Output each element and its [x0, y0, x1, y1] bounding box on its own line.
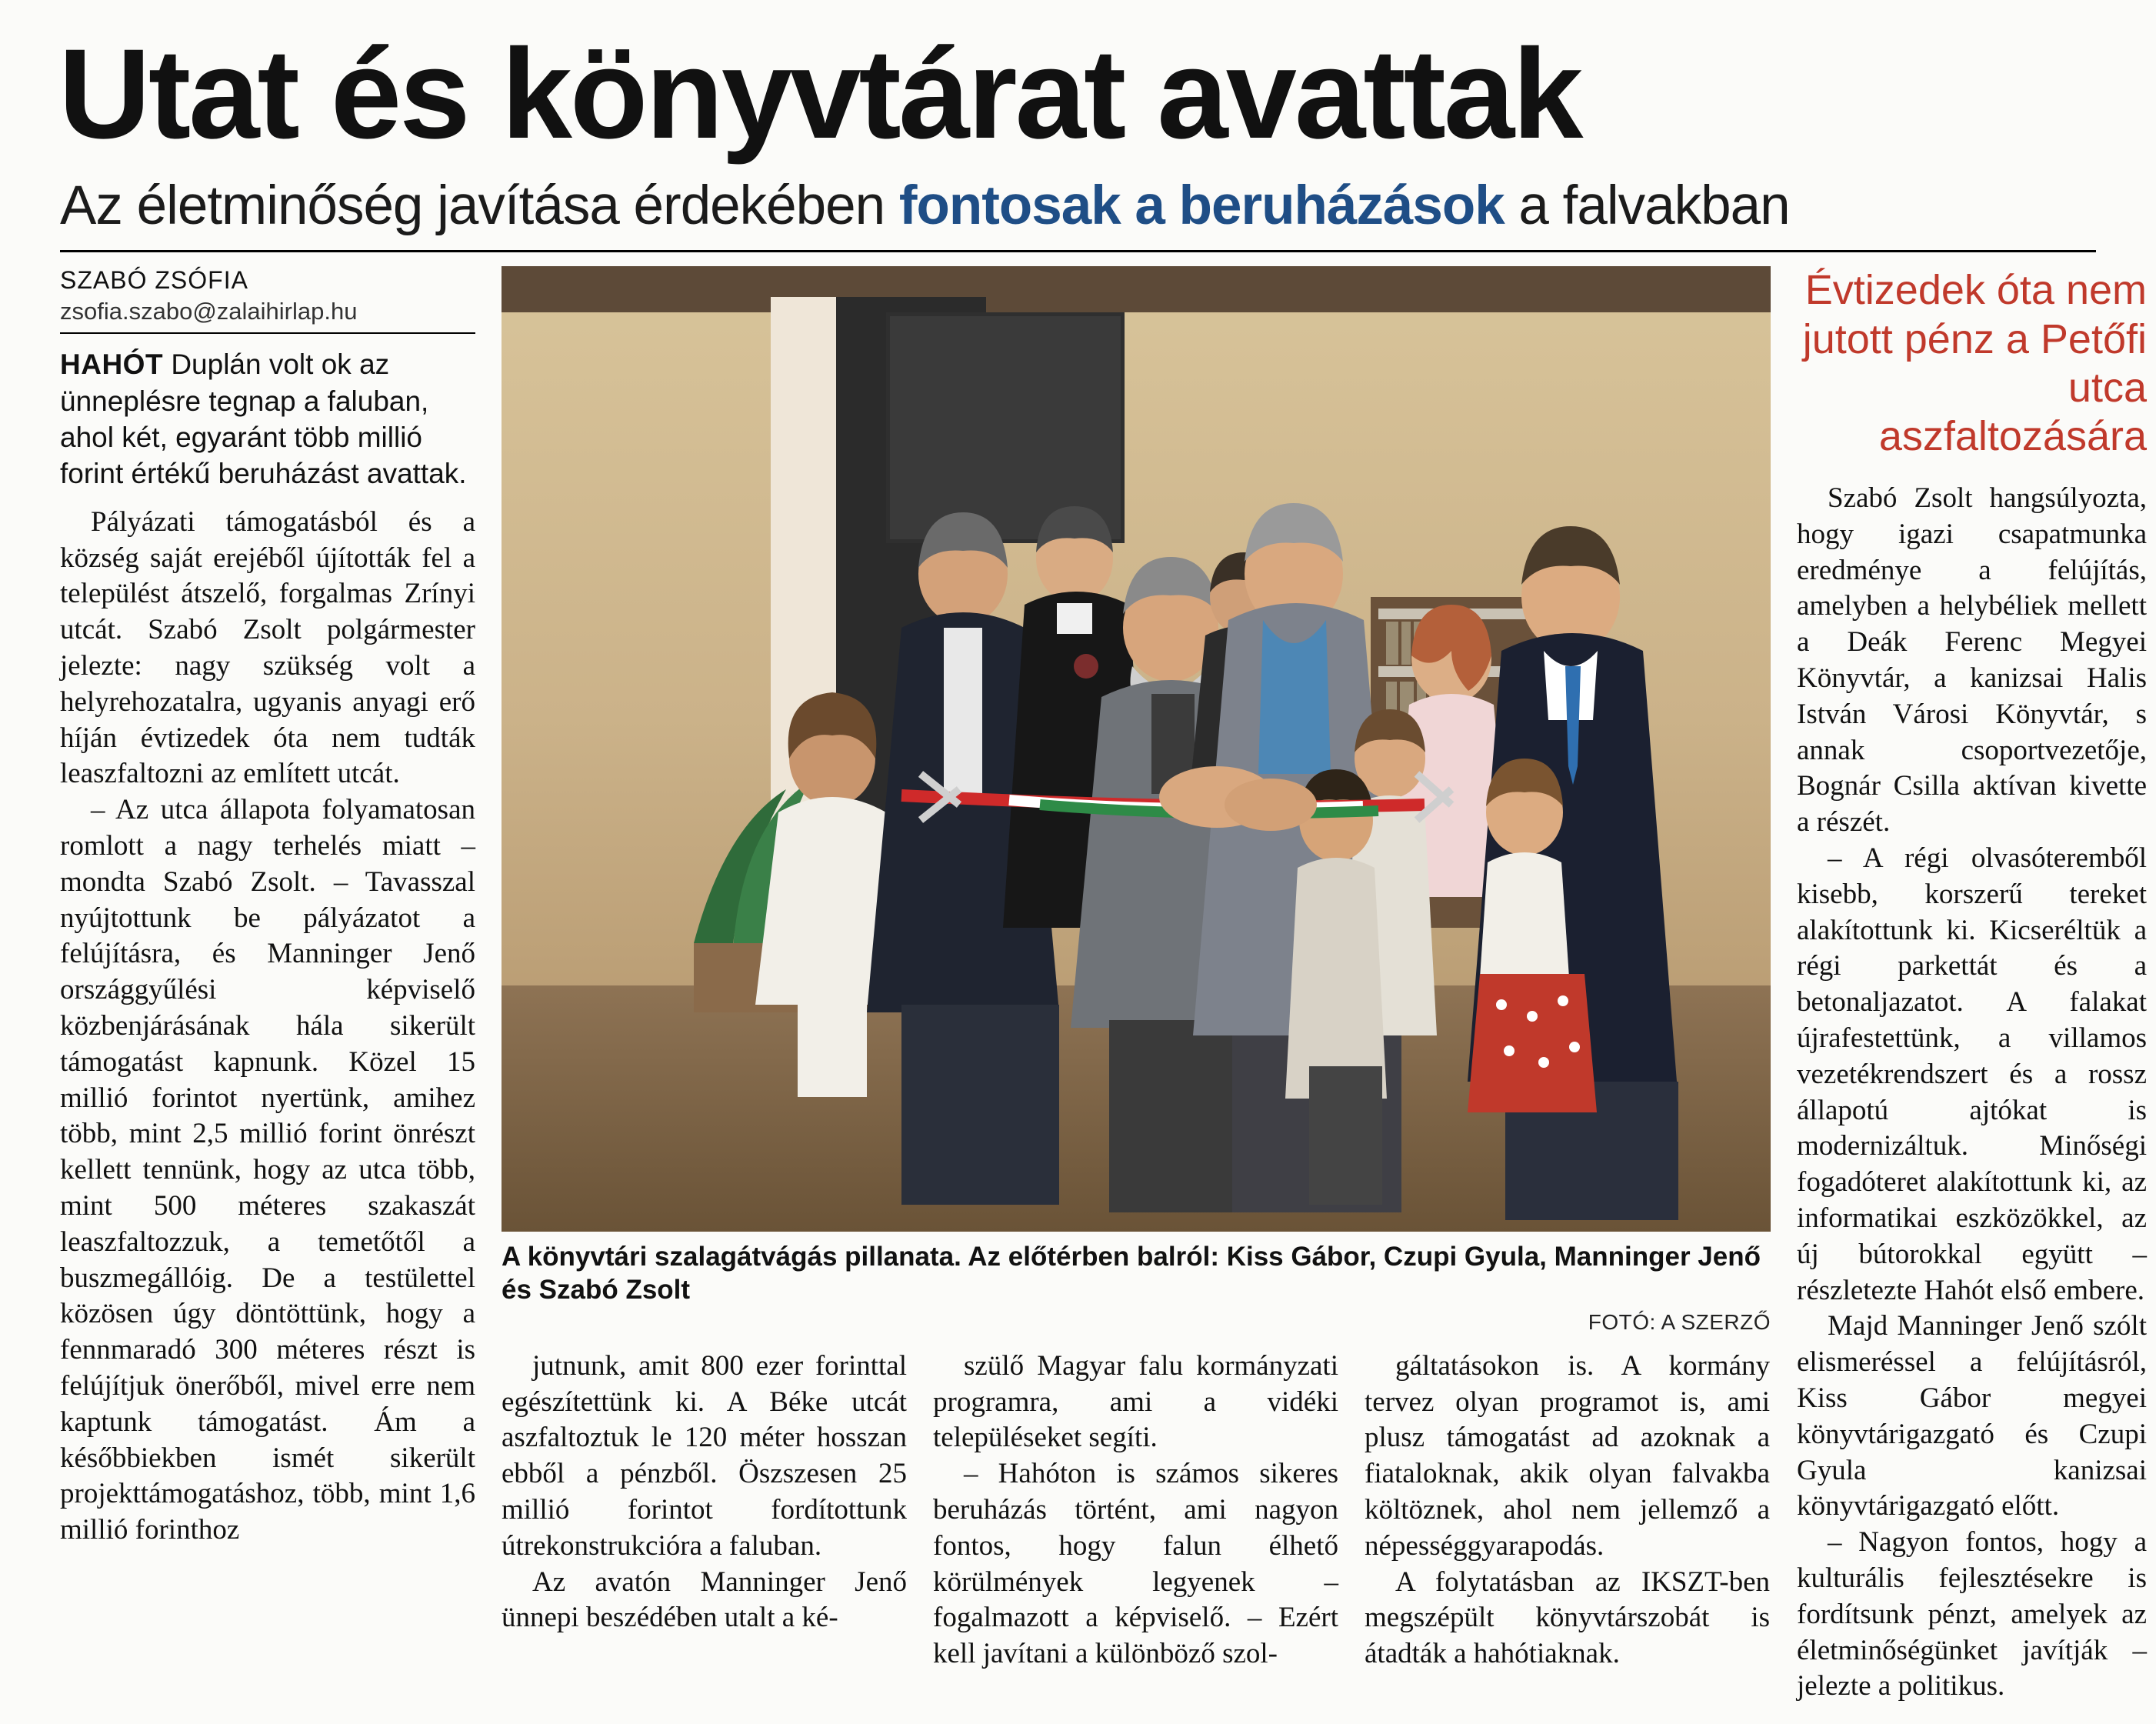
paragraph: szülő Magyar falu kormányzati programra, ami a vidéki településeket segíti.	[933, 1349, 1338, 1454]
under-photo-columns	[502, 1349, 1771, 1672]
paragraph: – Az utca állapota folyamatosan romlott a nagy terhelés miatt – mondta Szabó Zsolt. – Tavasszal nyújtottunk be pályázatot a felújításra, és Manninger Jenő országgyűlési képviselő közbenjárásának hála sikerült támogatást kapnunk. Közel 15 millió forintot nyertünk, amihez több, mint 2,5 millió forint önrészt kellett tennünk, hogy az utca több, mint 500 méteres szakaszát leaszfaltozzuk, a temetőtől a buszmegállóig. De a testülettel közösen úgy döntöttünk, hogy a fennmaradó 300 méteres részt is felújítjuk önerőből, mivel erre nem kaptunk támogatást. Ám a későbbiekben ismét sikerült projekttámogatáshoz, több, mint 1,6 millió forinthoz	[60, 794, 475, 1546]
paragraph: Az avatón Manninger Jenő ünnepi beszédében utalt a ké-	[502, 1566, 907, 1634]
paragraph: – Hahóton is számos sikeres beruházás történt, ami nagyon fontos, hogy falun élhető körülmények legyenek – fogalmazott a képviselő. – Ezért kell javítani a különböző szol-	[933, 1458, 1338, 1670]
paragraph: gáltatásokon is. A kormány tervez olyan programot is, ami plusz támogatást ad azoknak a fiataloknak, akik olyan falvakba költöznek, ahol nem jellemző a népességgyarapodás.	[1365, 1349, 1770, 1562]
header-divider	[60, 250, 2096, 252]
column-4-text	[1365, 1349, 1770, 1672]
photo-caption: A könyvtári szalagátvágás pillanata. Az előtérben balról: Kiss Gábor, Czupi Gyula, Manninger Jenő és Szabó Zsolt	[502, 1242, 1761, 1306]
paragraph: – Nagyon fontos, hogy a kulturális fejlesztésekre is fordítsunk pénzt, amelyek az életminőségünket javítják – jelezte a politikus.	[1797, 1526, 2147, 1702]
column-left	[60, 266, 475, 1705]
subheadline-part-2: a falvakban	[1504, 175, 1790, 237]
column-middle	[502, 266, 1771, 1705]
subheadline	[60, 176, 2125, 236]
column-right	[1797, 266, 2147, 1705]
photo-block	[502, 266, 1771, 1334]
lead-text: Duplán volt ok az ünneplésre tegnap a faluban, ahol két, egyaránt több millió forint értékű beruházást avattak.	[60, 348, 467, 490]
page-title: Utat és könyvtárat avattak	[58, 23, 1581, 165]
subheadline-highlight: fontosak a beruházások	[898, 175, 1505, 237]
subheadline-part-1: Az életminőség javítása érdekében	[60, 175, 899, 237]
paragraph: Szabó Zsolt hangsúlyozta, hogy igazi csapatmunka eredménye a felújítás, amelyben a helybéliek mellett a Deák Ferenc Megyei Könyvtár, a kanizsai Halis István Városi Könyvtár, s annak csoportvezetője, Bognár Csilla aktívan kivette a részét.	[1797, 482, 2147, 839]
dateline: HAHÓT	[60, 348, 164, 381]
photo-credit: FOTÓ: A SZERZŐ	[1588, 1309, 1771, 1334]
paragraph: Pályázati támogatásból és a község saját erejéből újították fel a települést átszelő, forgalmas Zrínyi utcát. Szabó Zsolt polgármester jelezte: nagy szükség volt a helyrehozatalra, ugyanis anyagi erő híján évtizedek óta nem tudták leaszfaltozni az említett utcát.	[60, 505, 475, 790]
paragraph: jutnunk, amit 800 ezer forinttal egészítettünk ki. A Béke utcát aszfaltoztuk le 120 méter hosszan ebből a pénzből. Öszszesen 25 millió forintot fordítottunk útrekonstrukcióra a faluban.	[502, 1349, 907, 1562]
byline-email[interactable]: zsofia.szabo@zalaihirlap.hu	[60, 298, 358, 325]
pull-quote-deck: Évtizedek óta nem jutott pénz a Petőfi utca aszfaltozására	[1802, 267, 2147, 459]
paragraph: A folytatásban az IKSZT-ben megszépült könyvtárszobát is átadták a hahótiaknak.	[1365, 1566, 1770, 1670]
lead-paragraph	[60, 346, 475, 492]
photo-illustration	[502, 266, 1771, 1232]
column-left-text	[60, 505, 475, 1549]
article-photo	[502, 266, 1771, 1232]
byline-divider	[60, 332, 475, 334]
column-2-text	[502, 1349, 907, 1672]
column-3-text	[933, 1349, 1338, 1672]
paragraph: – A régi olvasóteremből kisebb, korszerű tereket alakítottunk ki. Kicseréltük a régi parkettát és a betonaljazatot. A falakat újrafestettünk, a villamos vezetékrendszert és a rossz állapotú ajtókat is modernizáltuk. Minőségi fogadóteret alakítottunk ki, az informatikai eszközökkel, az új bútorokkal együtt – részletezte Hahót első embere.	[1797, 842, 2147, 1306]
article-body	[60, 266, 2147, 1705]
column-5-text	[1797, 481, 2147, 1705]
byline-author: SZABÓ ZSÓFIA	[60, 266, 248, 295]
paragraph: Majd Manninger Jenő szólt elismeréssel a felújításról, Kiss Gábor megyei könyvtárigazgató és Czupi Gyula kanizsai könyvtárigazgató előtt.	[1797, 1310, 2147, 1522]
